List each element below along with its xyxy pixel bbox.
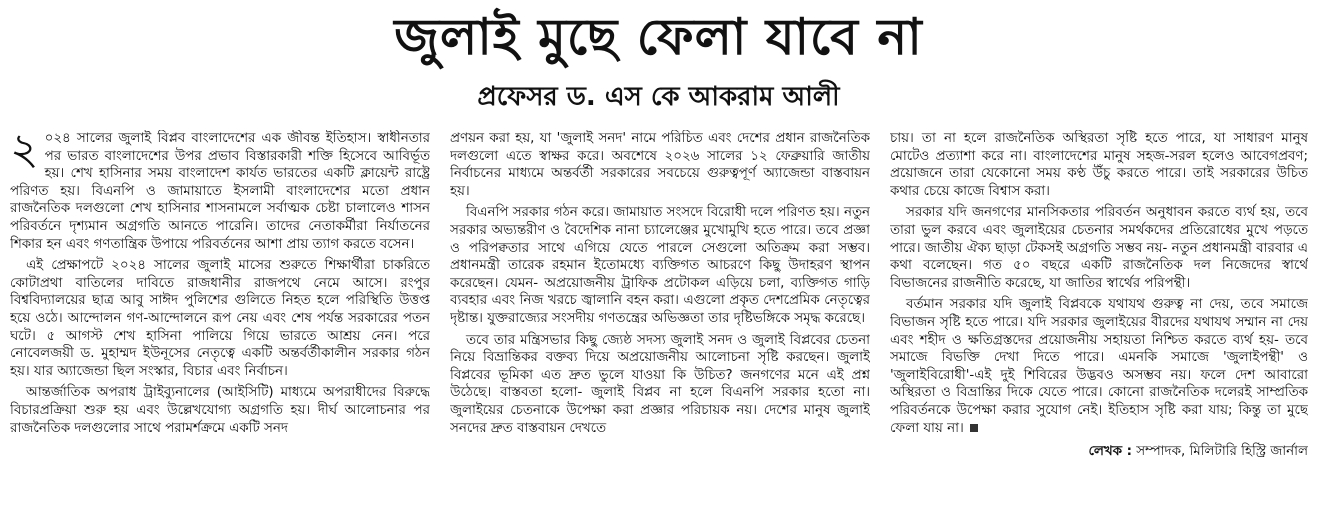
author-label: লেখক : [1088, 444, 1133, 460]
paragraph: তবে তার মন্ত্রিসভার কিছু জ্যেষ্ঠ সদস্য জুলাই সনদ ও জুলাই বিপ্লবের চেতনা নিয়ে বিভ্রান্তিকর বক্তব্য দিয়ে অপ্রয়োজনীয় আলোচনা সৃষ্টি করছেন। জুলাই বিপ্লবের ভূমিকা এত দ্রুত ভুলে যাওয়া কি উচিত? জনগণের মনে এই প্রশ্ন উঠেছে। বাস্তবতা হলো- জুলাই বিপ্লব না হলে বিএনপি সরকার হতো না। জুলাইয়ের চেতনাকে উপেক্ষা করা প্রজ্ঞার পরিচায়ক নয়। দেশের মানুষ জুলাই সনদের দ্রুত বাস্তবায়ন দেখতে [450, 332, 870, 436]
author-credit [890, 443, 1308, 461]
paragraph: চায়। তা না হলে রাজনৈতিক অস্থিরতা সৃষ্টি হতে পারে, যা সাধারণ মানুষ মোটেও প্রত্যাশা করে না। বাংলাদেশের মানুষ সহজ-সরল হলেও আবেগপ্রবণ; প্রয়োজনে তারা যেকোনো সময় কণ্ঠ উঁচু করতে পারে। তাই সরকারের উচিত কথার চেয়ে কাজে বিশ্বাস করা। [890, 131, 1308, 199]
paragraph-text: ০২৪ সালের জুলাই বিপ্লব বাংলাদেশের এক জীবন্ত ইতিহাস। স্বাধীনতার পর ভারত বাংলাদেশের উপর প্রভাব বিস্তারকারী শক্তি হিসেবে আবির্ভূত হয়। শেখ হাসিনার সময় বাংলাদেশ কার্যত ভারতের একটি ক্লায়েন্ট রাষ্ট্রে পরিণত হয়। বিএনপি ও জামায়াতে ইসলামী বাংলাদেশের মতো প্রধান রাজনৈতিক দলগুলো শেখ হাসিনার শাসনামলে সর্বাত্মক চেষ্টা চালালেও শাসন পরিবর্তনে দৃশ্যমান অগ্রগতি আনতে পারেনি। তাদের নেতাকর্মীরা নির্যাতনের শিকার হন এবং গণতান্ত্রিক উপায়ে পরিবর্তনের আশা প্রায় ত্যাগ করতে বসেন। [10, 131, 430, 252]
paragraph [10, 130, 430, 253]
article-headline: জুলাই মুছে ফেলা যাবে না [394, 7, 923, 66]
article-column-1 [10, 130, 430, 516]
paragraph: বিএনপি সরকার গঠন করে। জামায়াত সংসদে বিরোধী দলে পরিণত হয়। নতুন সরকার অভ্যন্তরীণ ও বৈদেশিক নানা চ্যালেঞ্জের মুখোমুখি হতে পারে। তবে প্রজ্ঞা ও পরিপক্বতার সাথে এগিয়ে যেতে পারলে সেগুলো অতিক্রম করা সম্ভব। প্রধানমন্ত্রী তারেক রহমান ইতোমধ্যে ব্যক্তিগত আচরণে কিছু উদাহরণ স্থাপন করেছেন। যেমন- অপ্রয়োজনীয় ট্রাফিক প্রটোকল এড়িয়ে চলা, ব্যক্তিগত গাড়ি ব্যবহার এবং নিজ খরচে জ্বালানি বহন করা। এগুলো প্রকৃত দেশপ্রেমিক নেতৃত্বের দৃষ্টান্ত। যুক্তরাজ্যের সংসদীয় গণতন্ত্রের অভিজ্ঞতা তার দৃষ্টিভঙ্গিকে সমৃদ্ধ করেছে। [450, 205, 870, 326]
drop-cap: ২ [10, 130, 39, 175]
article-column-2 [450, 130, 870, 516]
paragraph [890, 296, 1308, 437]
article-byline: প্রফেসর ড. এস কে আকরাম আলী [477, 82, 840, 112]
author-text: সম্পাদক, মিলিটারি হিস্ট্রি জার্নাল [1136, 444, 1308, 460]
paragraph: এই প্রেক্ষাপটে ২০২৪ সালের জুলাই মাসের শুরুতে শিক্ষার্থীরা চাকরিতে কোটাপ্রথা বাতিলের দাবিতে রাজধানীর রাজপথে নেমে আসে। রংপুর বিশ্ববিদ্যালয়ের ছাত্র আবু সাঈদ পুলিশের গুলিতে নিহত হলে পরিস্থিতি উত্তপ্ত হয়ে ওঠে। আন্দোলন গণ-আন্দোলনে রূপ নেয় এবং শেষ পর্যন্ত সরকারের পতন ঘটে। ৫ আগস্ট শেখ হাসিনা পালিয়ে গিয়ে ভারতে আশ্রয় নেন। পরে নোবেলজয়ী ড. মুহাম্মদ ইউনূসের নেতৃত্বে একটি অন্তর্বর্তীকালীন সরকার গঠন হয়। যার অ্যাজেন্ডা ছিল সংস্কার, বিচার এবং নির্বাচন। [10, 258, 430, 379]
paragraph: প্রণয়ন করা হয়, যা 'জুলাই সনদ' নামে পরিচিত এবং দেশের প্রধান রাজনৈতিক দলগুলো এতে স্বাক্ষর করে। অবশেষে ২০২৬ সালের ১২ ফেব্রুয়ারি জাতীয় নির্বাচনের মাধ্যমে অন্তর্বর্তী সরকারের সবচেয়ে গুরুত্বপূর্ণ অ্যাজেন্ডা বাস্তবায়ন হয়। [450, 131, 870, 199]
paragraph-text: বর্তমান সরকার যদি জুলাই বিপ্লবকে যথাযথ গুরুত্ব না দেয়, তবে সমাজে বিভাজন সৃষ্টি হতে পারে। যদি সরকার জুলাইয়ের বীরদের যথাযথ সম্মান না দেয় এবং শহীদ ও ক্ষতিগ্রস্তদের প্রয়োজনীয় সহায়তা নিশ্চিত করতে ব্যর্থ হয়- তবে সমাজে বিভক্তি দেখা দিতে পারে। এমনকি সমাজে 'জুলাইপন্থী' ও 'জুলাইবিরোধী'-এই দুই শিবিরের উদ্ভবও অসম্ভব নয়। ফলে দেশ আবারো অস্থিরতা ও বিভ্রান্তির দিকে যেতে পারে। কোনো রাজনৈতিক দলেরই সাম্প্রতিক পরিবর্তনকে উপেক্ষা করার সুযোগ নেই। ইতিহাস সৃষ্টি করা যায়; কিন্তু তা মুছে ফেলা যায় না। [890, 297, 1308, 436]
paragraph: আন্তর্জাতিক অপরাধ ট্রাইব্যুনালের (আইসিটি) মাধ্যমে অপরাধীদের বিরুদ্ধে বিচারপ্রক্রিয়া শুরু হয় এবং উল্লেখযোগ্য অগ্রগতি হয়। দীর্ঘ আলোচনার পর রাজনৈতিক দলগুলোর সাথে পরামর্শক্রমে একটি সনদ [10, 385, 430, 436]
article-column-3 [890, 130, 1308, 516]
end-of-article-icon [970, 424, 978, 432]
paragraph: সরকার যদি জনগণের মানসিকতার পরিবর্তন অনুধাবন করতে ব্যর্থ হয়, তবে তারা ভুল করবে এবং জুলাইয়ের চেতনার সমর্থকদের প্রতিরোধের মুখে পড়তে পারে। জাতীয় ঐক্য ছাড়া টেকসই অগ্রগতি সম্ভব নয়- নতুন প্রধানমন্ত্রী বারবার এ কথা বলেছেন। গত ৫০ বছরে একটি রাজনৈতিক দল নিজেদের স্বার্থে বিভাজনের রাজনীতি করেছে, যা জাতির স্বার্থের পরিপন্থী। [890, 205, 1308, 291]
